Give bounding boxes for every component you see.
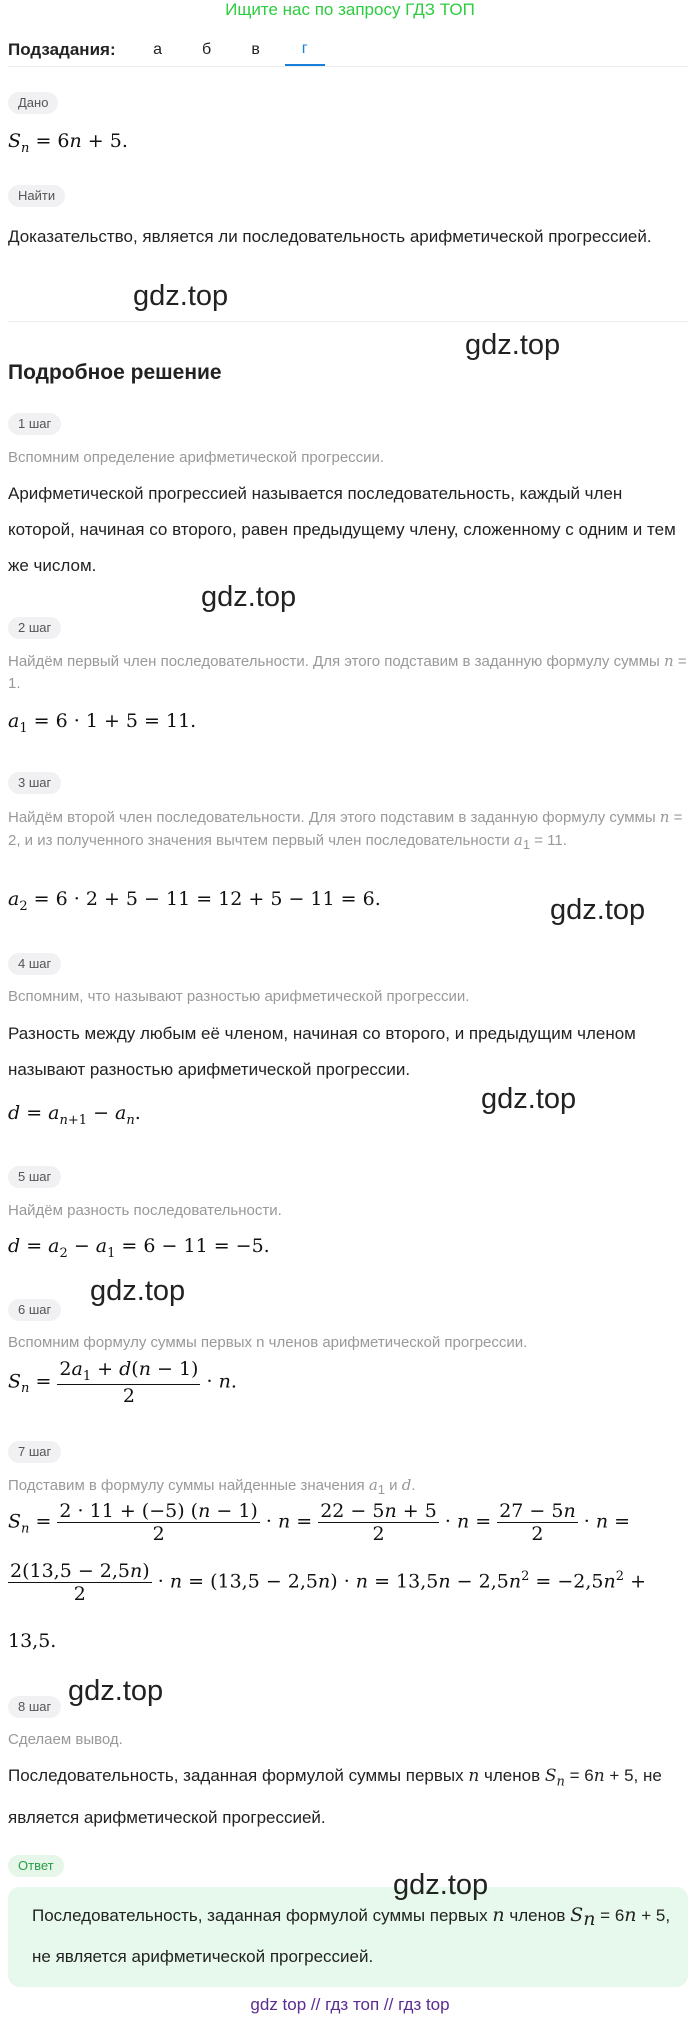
- step-3-hint: Найдём второй член последовательности. Для этого подставим в заданную формулу суммы n = 2, и из полученного значения вычтем первый член последовательности $a_1 = 11$.: [8, 808, 683, 852]
- step-8-pill: 8 шаг: [8, 1696, 61, 1718]
- tab-b[interactable]: б: [202, 41, 212, 58]
- answer-pill: Ответ: [8, 1855, 64, 1877]
- answer-text: Последовательность, заданная формулой суммы первых n членов $S_n = 6n + 5$, не является арифметической прогрессией.: [32, 1904, 671, 1967]
- watermark: gdz.top: [393, 1869, 489, 1901]
- step-2-formula: $a_1 = 6 \cdot 1 + 5 = 11$.: [8, 710, 197, 736]
- tab-v[interactable]: в: [251, 41, 260, 58]
- step-5-formula: $d = a_2 - a_1 = 6 - 11 = -5$.: [8, 1235, 270, 1261]
- find-pill: Найти: [8, 185, 65, 207]
- step-5-hint: Найдём разность последовательности.: [8, 1202, 282, 1219]
- watermark: gdz.top: [133, 280, 229, 312]
- step-3-formula: $a_2 = 6 \cdot 2 + 5 - 11 = 12 + 5 - 11 = 6$.: [8, 888, 381, 914]
- step-8-hint: Сделаем вывод.: [8, 1731, 123, 1748]
- step-3-pill: 3 шаг: [8, 772, 61, 794]
- step-4-text: Разность между любым её членом, начиная со второго, и предыдущим членом называют разностью арифметической прогрессии.: [8, 1024, 636, 1079]
- tab-a[interactable]: а: [153, 41, 163, 58]
- step-4-hint: Вспомним, что называют разностью арифметической прогрессии.: [8, 988, 470, 1005]
- step-6-hint: Вспомним формулу суммы первых n членов арифметической прогрессии.: [8, 1334, 528, 1351]
- step-8-text: Последовательность, заданная формулой суммы первых n членов $S_n = 6n + 5$, не является арифметической прогрессией.: [8, 1766, 662, 1828]
- answer-box: [8, 1887, 688, 1987]
- step-5-pill: 5 шаг: [8, 1166, 61, 1188]
- solution-heading: Подробное решение: [8, 361, 222, 384]
- footer-links[interactable]: gdz top // гдз топ // гдз top: [250, 1995, 450, 2014]
- find-text: Доказательство, является ли последовательность арифметической прогрессией.: [8, 227, 652, 246]
- step-2-hint: Найдём первый член последовательности. Для этого подставим в заданную формулу суммы n = 1.: [8, 652, 687, 692]
- step-7-pill: 7 шаг: [8, 1441, 61, 1463]
- section-divider: [8, 321, 688, 322]
- subtask-label: Подзадания:: [8, 40, 116, 59]
- step-7-formula-line-3: 13,5.: [8, 1630, 57, 1652]
- subtask-tabs: [8, 34, 334, 66]
- watermark: gdz.top: [201, 581, 297, 613]
- step-4-pill: 4 шаг: [8, 953, 61, 975]
- step-1-hint: Вспомним определение арифметической прогрессии.: [8, 449, 385, 466]
- step-6-formula: $S_n$ = $\frac{2a_1 + d(n - 1)}{2}$ · n.: [8, 1358, 237, 1407]
- watermark: gdz.top: [465, 329, 561, 361]
- step-7-formula-line-1: $S_n$ = $\frac{2 \cdot 11 + (-5) (n - 1)}{2}$ · n = $\frac{22 - 5n + 5}{2}$ · n = $\frac{27 - 5n}{2}$ · n =: [8, 1500, 631, 1545]
- watermark: gdz.top: [68, 1675, 164, 1707]
- given-pill: Дано: [8, 92, 58, 114]
- step-6-pill: 6 шаг: [8, 1299, 61, 1321]
- step-1-text: Арифметической прогрессией называется последовательность, каждый член которой, начиная со второго, равен предыдущему члену, сложенному с одним и тем же числом.: [8, 484, 676, 575]
- promo-banner: Ищите нас по запросу ГДЗ ТОП: [225, 0, 475, 19]
- given-formula: $S_n = 6n + 5$.: [8, 130, 128, 156]
- step-4-formula: $d = a_{n+1} - a_n$.: [8, 1102, 141, 1128]
- step-7-hint: Подставим в формулу суммы найденные значения $a_1$ и d.: [8, 1476, 416, 1497]
- step-1-pill: 1 шаг: [8, 413, 61, 435]
- watermark: gdz.top: [481, 1083, 577, 1115]
- watermark: gdz.top: [90, 1275, 186, 1307]
- tab-g[interactable]: г: [285, 34, 325, 66]
- step-2-pill: 2 шаг: [8, 617, 61, 639]
- tabs-divider: [8, 66, 688, 67]
- watermark: gdz.top: [550, 894, 646, 926]
- step-7-formula-line-2: $\frac{2(13,5 - 2,5n)}{2}$ · $n = (13,5 - 2,5n) \cdot n = 13,5n - 2,5n^2 = -2,5n^2$ +: [10, 1560, 646, 1605]
